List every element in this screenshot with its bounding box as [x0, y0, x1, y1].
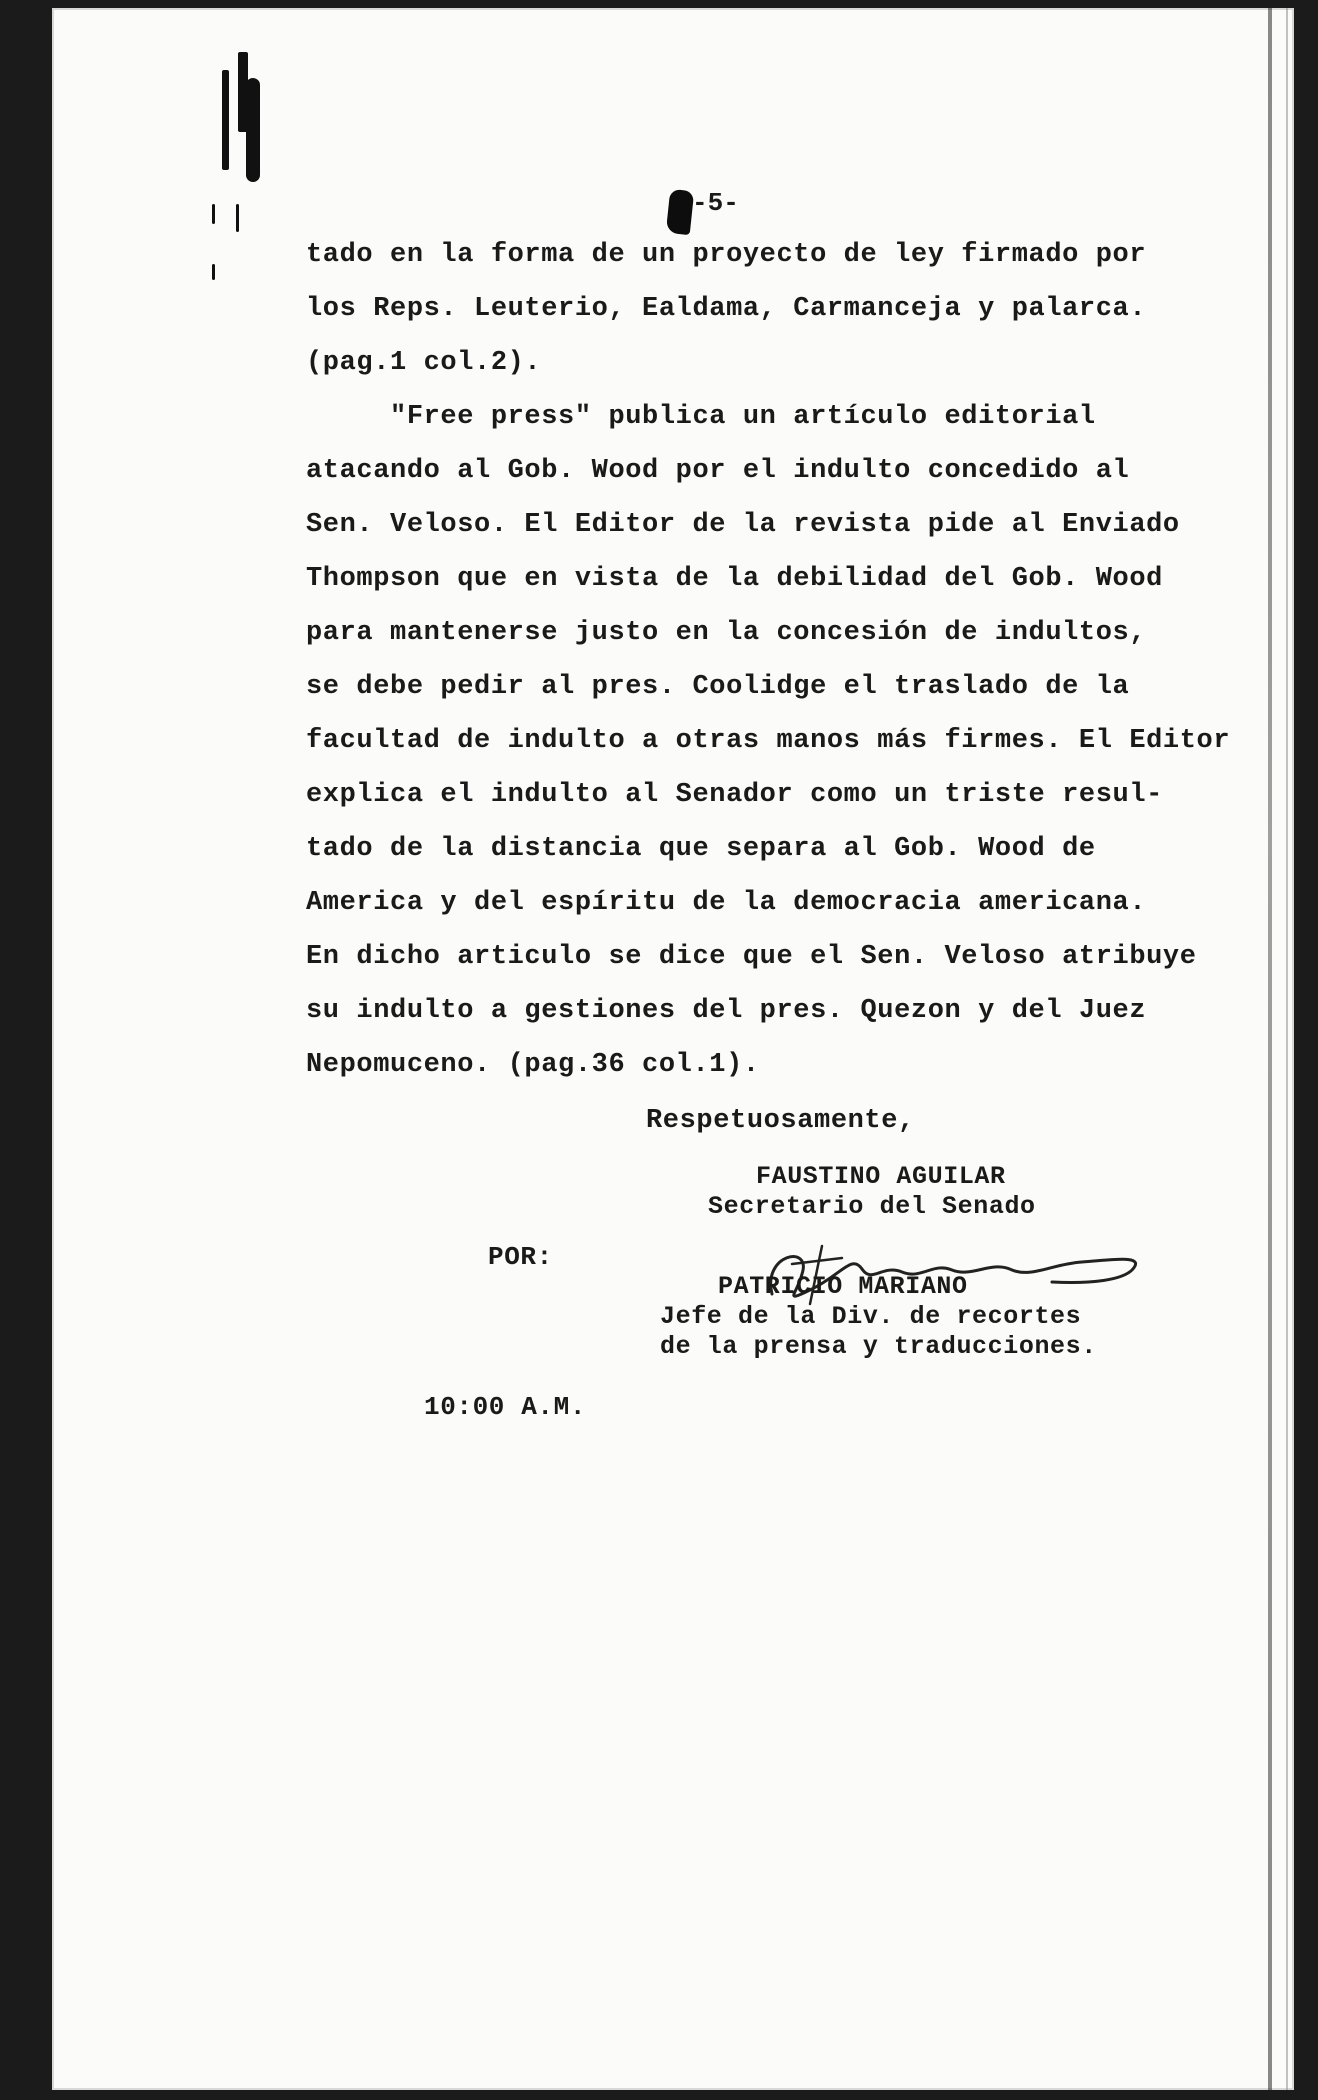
- body-line: "Free press" publica un artículo editorial: [306, 402, 1096, 432]
- time-stamp: 10:00 A.M.: [424, 1392, 587, 1422]
- closing: Respetuosamente,: [646, 1106, 915, 1136]
- paper-edge-line: [1286, 8, 1288, 2090]
- body-line: atacando al Gob. Wood por el indulto concedido al: [306, 456, 1130, 486]
- body-line: Nepomuceno. (pag.36 col.1).: [306, 1050, 760, 1080]
- body-line: Thompson que en vista de la debilidad del Gob. Wood: [306, 564, 1163, 594]
- body-line: explica el indulto al Senador como un triste resul-: [306, 780, 1163, 810]
- body-line: facultad de indulto a otras manos más firmes. El Editor: [306, 726, 1231, 756]
- body-line: (pag.1 col.2).: [306, 348, 542, 378]
- binding-mark: [212, 264, 215, 280]
- body-line: su indulto a gestiones del pres. Quezon y del Juez: [306, 996, 1147, 1026]
- binding-mark: [246, 78, 260, 182]
- binding-mark: [236, 204, 239, 232]
- paper-edge-shadow: [1268, 8, 1272, 2090]
- body-line: para mantenerse justo en la concesión de indultos,: [306, 618, 1147, 648]
- signatory-name: FAUSTINO AGUILAR: [756, 1162, 1006, 1191]
- signatory-title: Secretario del Senado: [708, 1192, 1036, 1221]
- binding-mark: [212, 204, 215, 224]
- body-line: los Reps. Leuterio, Ealdama, Carmanceja y palarca.: [306, 294, 1147, 324]
- por-label: POR:: [488, 1242, 553, 1272]
- body-line: En dicho articulo se dice que el Sen. Veloso atribuye: [306, 942, 1197, 972]
- body-line: America y del espíritu de la democracia americana.: [306, 888, 1147, 918]
- body-line: tado de la distancia que separa al Gob. Wood de: [306, 834, 1096, 864]
- page-number: -5-: [692, 188, 739, 218]
- document-page: [52, 8, 1294, 2090]
- body-line: se debe pedir al pres. Coolidge el traslado de la: [306, 672, 1130, 702]
- binding-mark: [222, 70, 229, 170]
- deputy-title-line2: de la prensa y traducciones.: [660, 1332, 1097, 1361]
- body-line: Sen. Veloso. El Editor de la revista pide al Enviado: [306, 510, 1180, 540]
- deputy-title-line1: Jefe de la Div. de recortes: [660, 1302, 1082, 1331]
- body-line: tado en la forma de un proyecto de ley firmado por: [306, 240, 1147, 270]
- ink-blot: [666, 189, 694, 235]
- deputy-name: PATRICIO MARIANO: [718, 1272, 968, 1301]
